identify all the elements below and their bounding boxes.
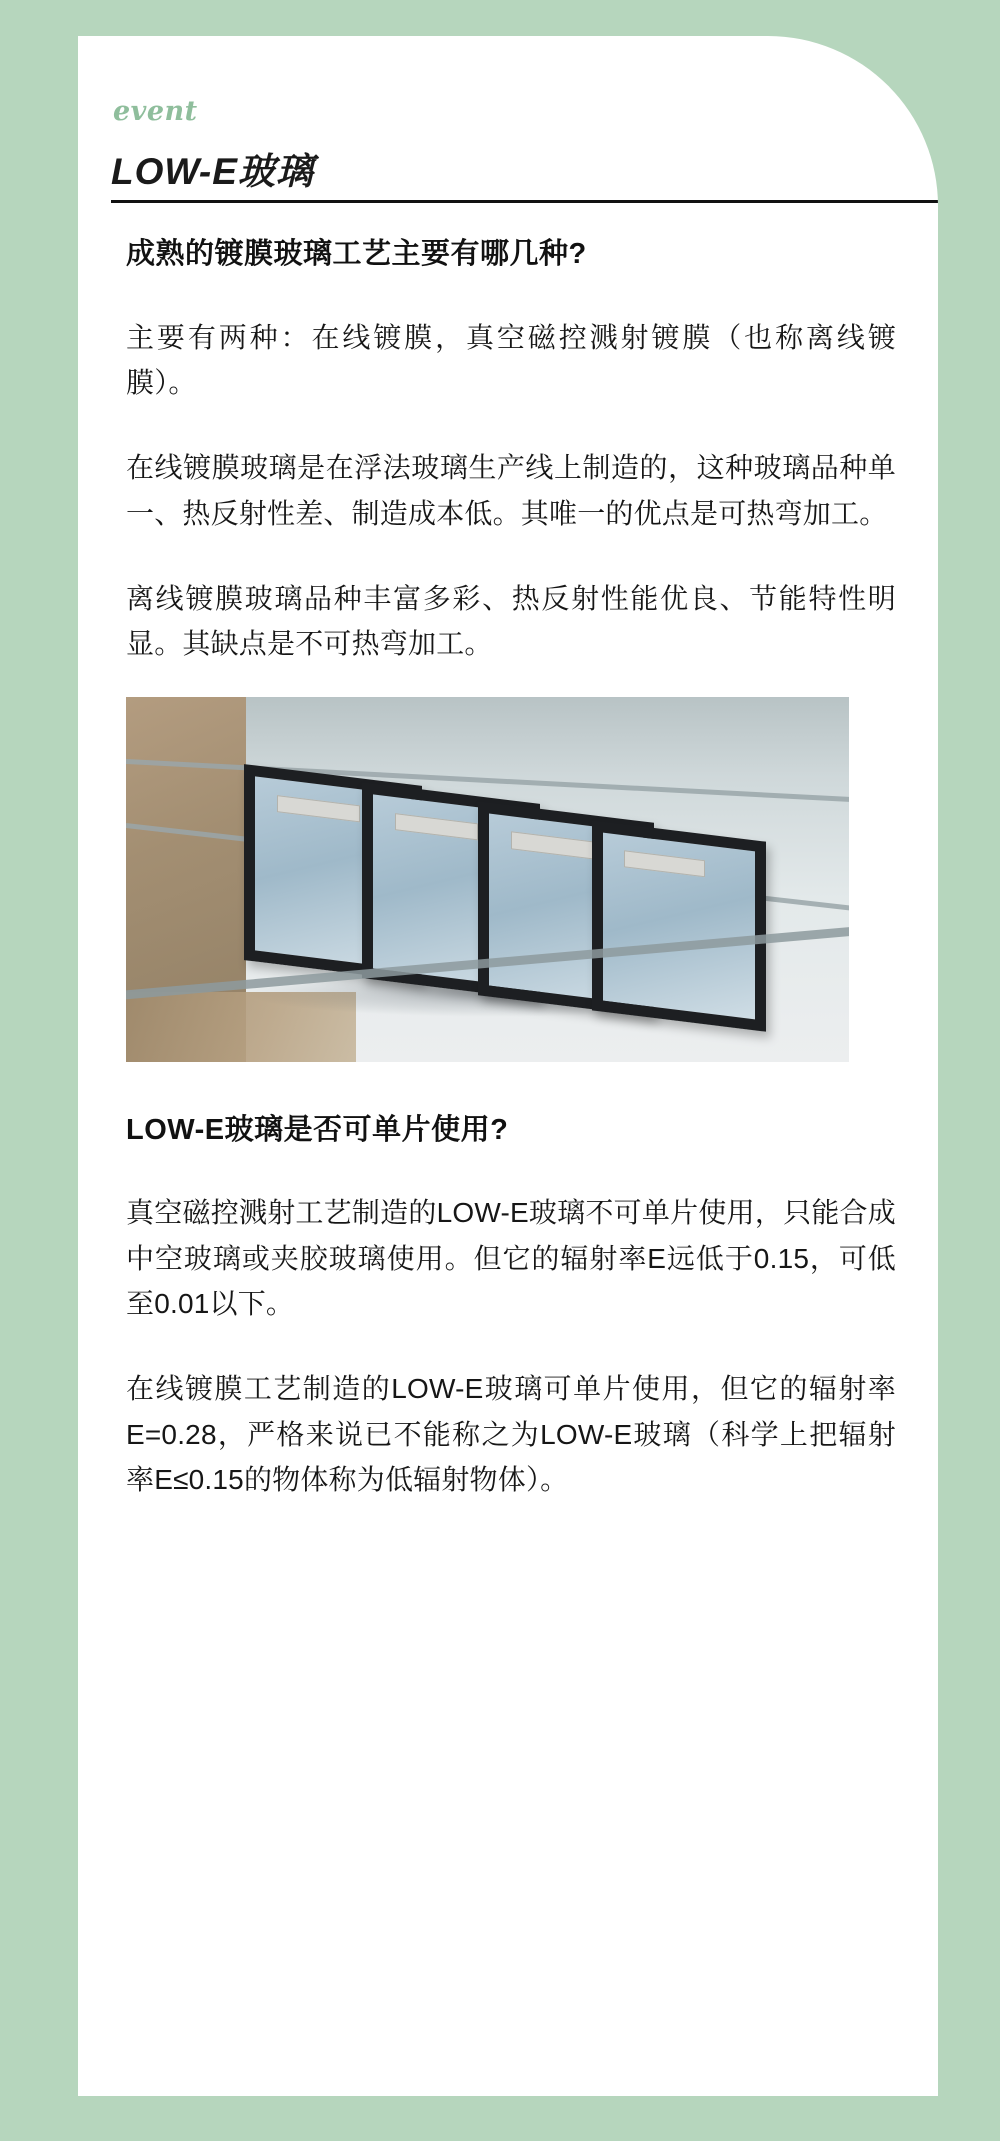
spacer (126, 1150, 896, 1190)
page-title: LOW-E玻璃 (111, 151, 314, 192)
spacer (126, 536, 896, 576)
section-heading-1: 成熟的镀膜玻璃工艺主要有哪几种? (126, 238, 587, 270)
panel-label-tag (511, 831, 593, 859)
paragraph-2-1: 真空磁控溅射工艺制造的LOW-E玻璃不可单片使用，只能合成中空玻璃或夹胶玻璃使用。但它的辐射率E远低于0.15，可低至0.01以下。 (126, 1197, 896, 1320)
spacer (126, 275, 896, 315)
panel-label-tag (624, 850, 705, 877)
glass-panel (592, 820, 766, 1031)
paragraph-1-2: 在线镀膜玻璃是在浮法玻璃生产线上制造的，这种玻璃品种单一、热反射性差、制造成本低。其唯一的优点是可热弯加工。 (126, 452, 896, 529)
photo-background (126, 697, 849, 1062)
spacer (126, 1326, 896, 1366)
paragraph-1-3: 离线镀膜玻璃品种丰富多彩、热反射性能优良、节能特性明显。其缺点是不可热弯加工。 (126, 583, 896, 660)
glass-samples-photo (126, 697, 849, 1062)
kicker-label: event (113, 96, 198, 127)
content-card (78, 36, 938, 2096)
paragraph-2-2: 在线镀膜工艺制造的LOW-E玻璃可单片使用，但它的辐射率E=0.28，严格来说已不能称之为LOW-E玻璃（科学上把辐射率E≤0.15的物体称为低辐射物体）。 (126, 1373, 896, 1496)
panel-label-tag (277, 795, 360, 823)
section-heading-2: LOW-E玻璃是否可单片使用? (126, 1113, 509, 1146)
title-divider (111, 200, 938, 203)
spacer (126, 405, 896, 445)
article-body (126, 234, 896, 1503)
paragraph-1-1: 主要有两种：在线镀膜，真空磁控溅射镀膜（也称离线镀膜）。 (126, 321, 896, 398)
spacer (126, 1062, 896, 1110)
panel-label-tag (395, 813, 478, 841)
card-inner (78, 36, 938, 2096)
